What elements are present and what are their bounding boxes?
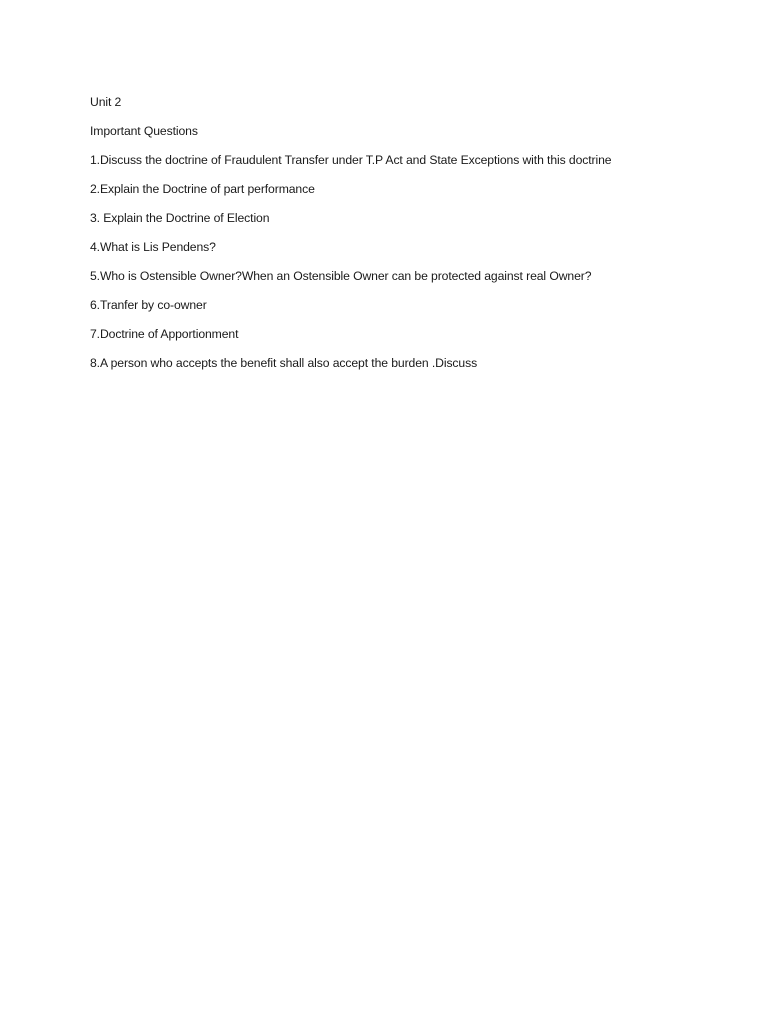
question-item: 7.Doctrine of Apportionment (90, 327, 239, 341)
section-subheading: Important Questions (90, 124, 198, 138)
question-item: 4.What is Lis Pendens? (90, 240, 216, 254)
questions-list (90, 151, 750, 383)
question-item: 6.Tranfer by co-owner (90, 298, 207, 312)
document-body (90, 93, 750, 383)
question-item: 2.Explain the Doctrine of part performance (90, 182, 315, 196)
question-item: 5.Who is Ostensible Owner?When an Ostensible Owner can be protected against real Owner? (90, 269, 592, 283)
question-item: 3. Explain the Doctrine of Election (90, 211, 270, 225)
question-item: 1.Discuss the doctrine of Fraudulent Transfer under T.P Act and State Exceptions with this doctrine (90, 153, 612, 167)
unit-heading: Unit 2 (90, 95, 122, 109)
question-item: 8.A person who accepts the benefit shall also accept the burden .Discuss (90, 356, 478, 370)
